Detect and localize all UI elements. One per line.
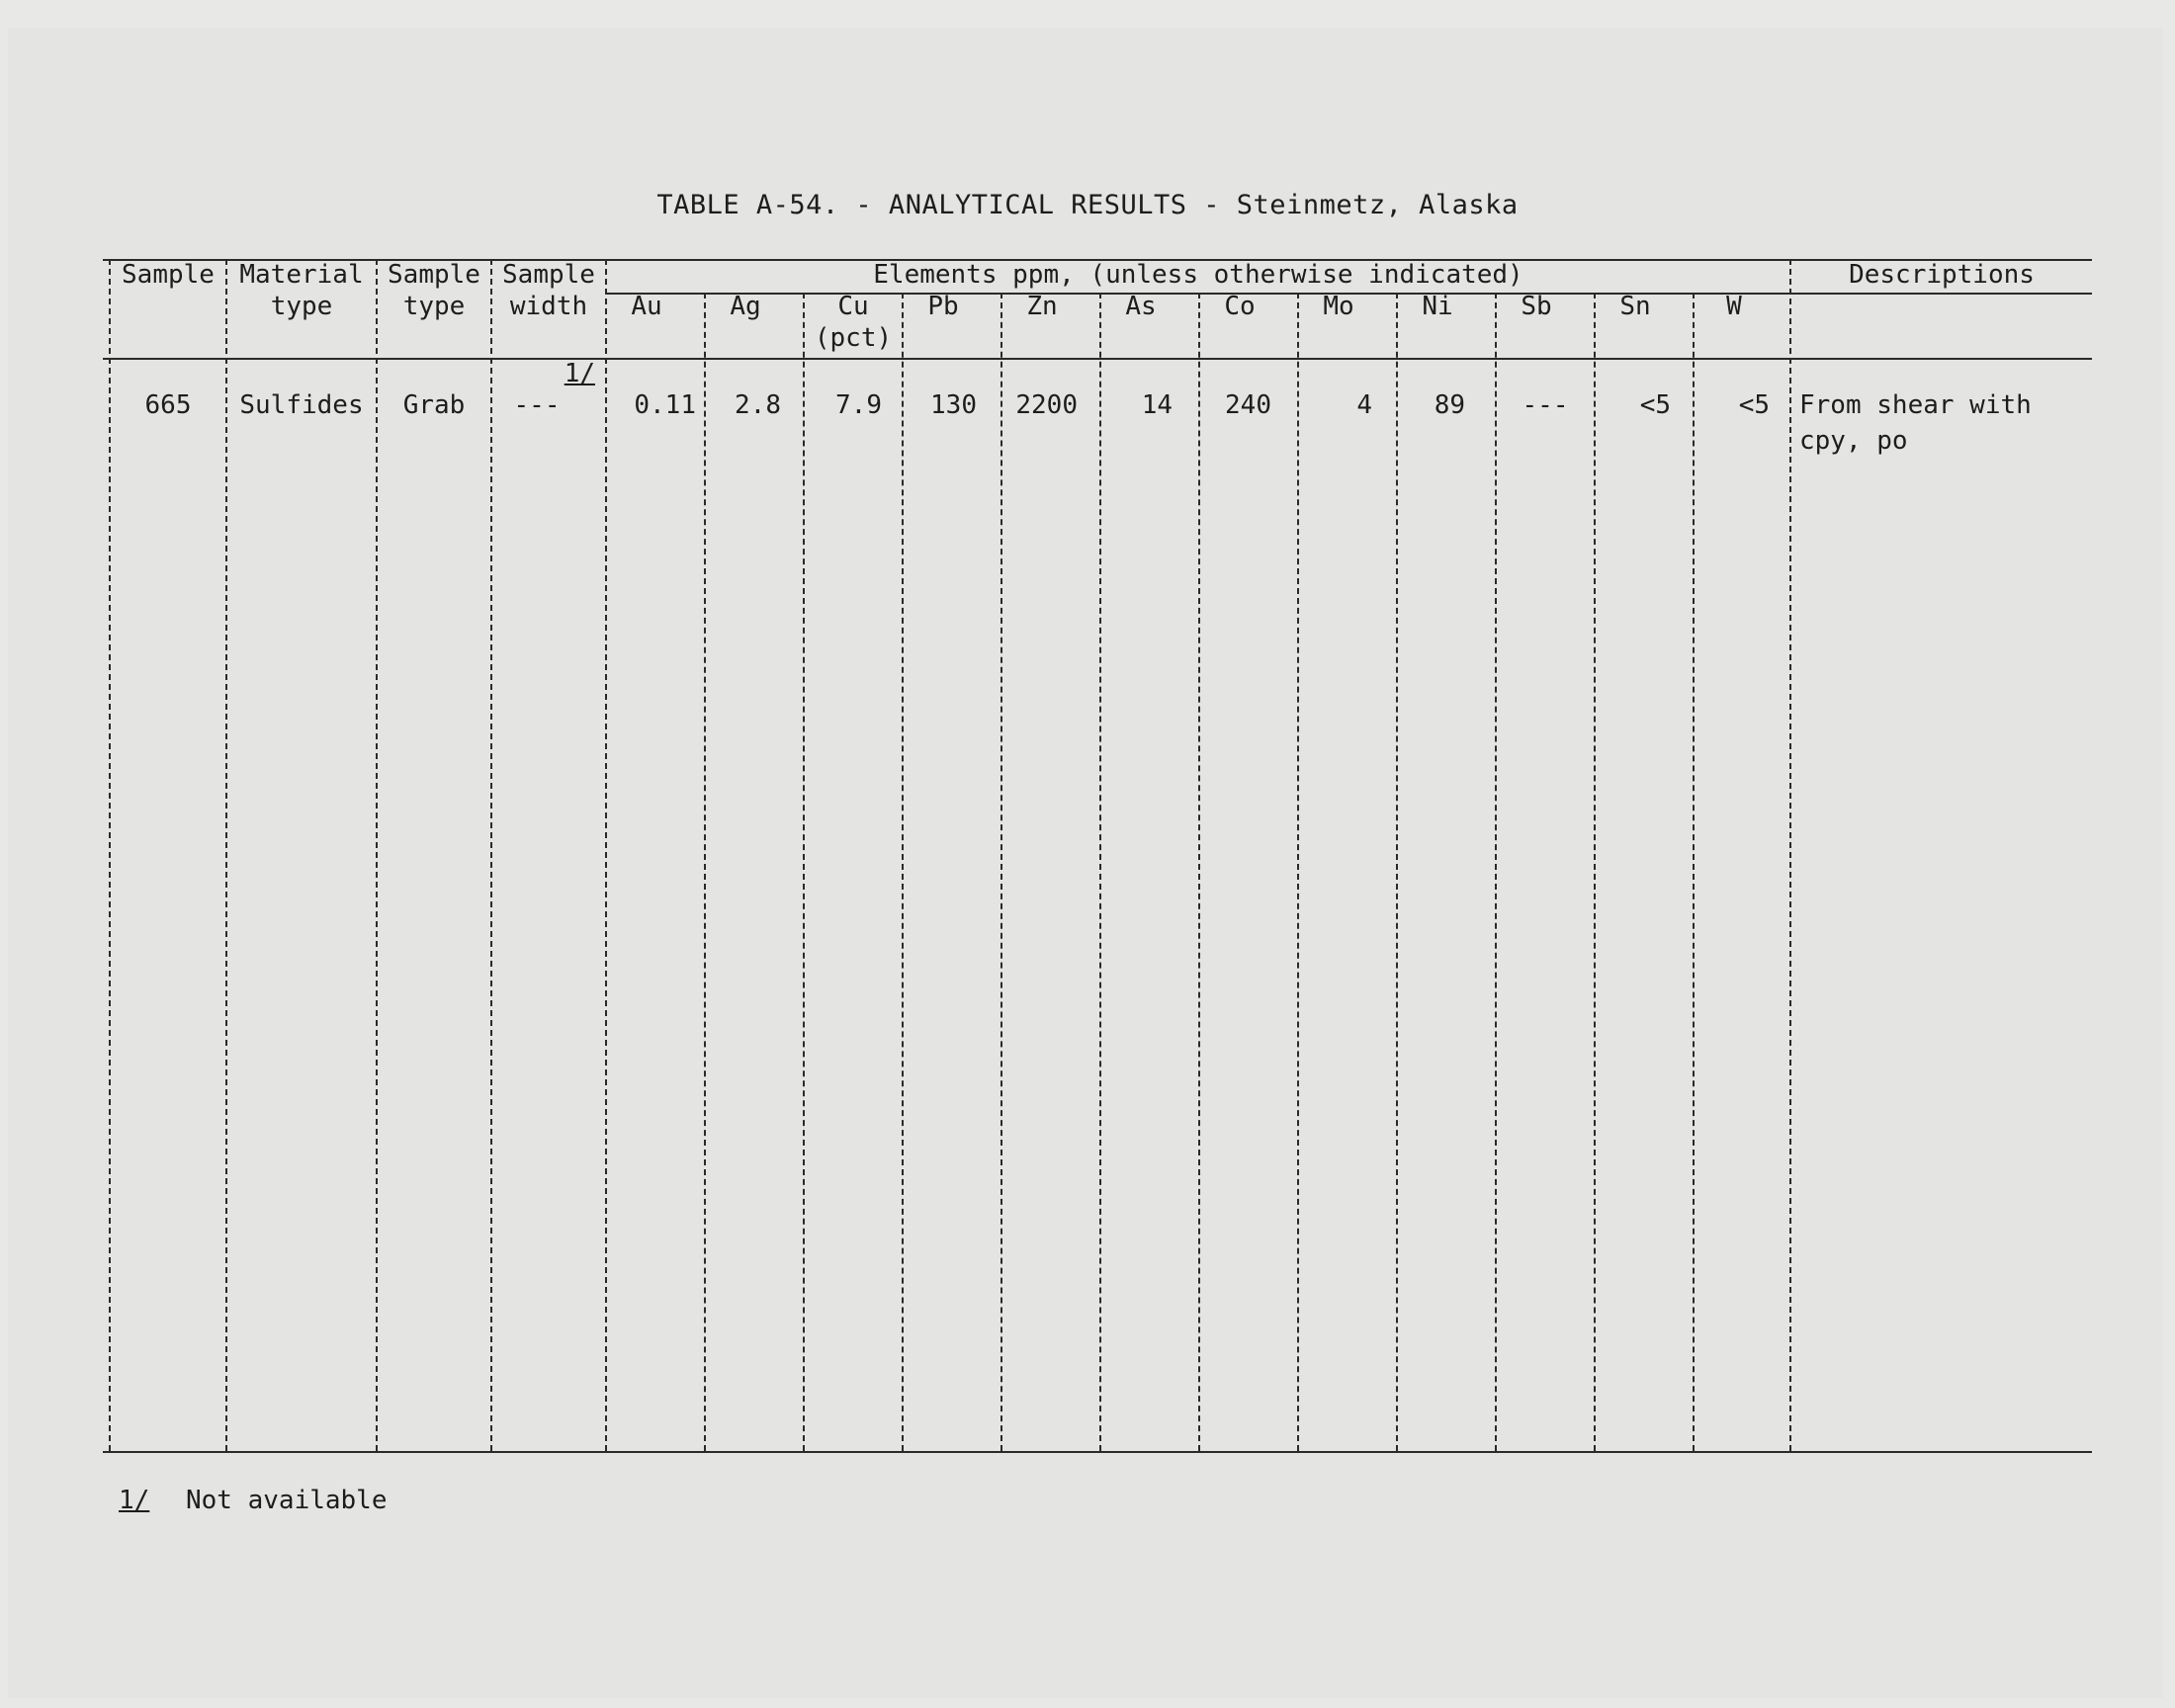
header-element-au: Au	[631, 292, 662, 321]
header-element-cu: Cu	[837, 292, 869, 321]
cell-sample-type: Grab	[402, 390, 466, 420]
column-divider	[1099, 293, 1101, 1451]
column-divider	[1000, 293, 1002, 1451]
column-divider	[803, 293, 805, 1451]
cell-co: 240	[1225, 390, 1271, 420]
header-elements-group: Elements ppm, (unless otherwise indicated)	[873, 260, 1523, 290]
column-divider	[605, 259, 607, 1451]
header-material-line2: type	[270, 292, 333, 321]
table-bottom-rule	[103, 1451, 2092, 1453]
table-title: TABLE A-54. - ANALYTICAL RESULTS - Steinmetz, Alaska	[656, 190, 1519, 220]
header-element-sn: Sn	[1619, 292, 1651, 321]
column-divider	[225, 259, 227, 1451]
column-divider	[1789, 259, 1791, 1451]
column-divider	[490, 259, 492, 1451]
column-divider	[1594, 293, 1596, 1451]
cell-zn: 2200	[1015, 390, 1078, 420]
column-divider	[1396, 293, 1398, 1451]
header-element-w: W	[1726, 292, 1742, 321]
cell-cu: 7.9	[835, 390, 882, 420]
column-divider	[109, 259, 111, 1451]
column-divider	[1495, 293, 1497, 1451]
footnote-text: Not available	[186, 1486, 388, 1515]
header-descriptions: Descriptions	[1849, 260, 2035, 290]
cell-ni: 89	[1434, 390, 1465, 420]
footnote-ref: 1/	[564, 359, 595, 388]
header-material-line1: Material	[239, 260, 364, 290]
header-cu-unit: (pct)	[814, 323, 893, 353]
cell-au: 0.11	[634, 390, 696, 420]
column-divider	[1693, 293, 1695, 1451]
header-element-sb: Sb	[1521, 292, 1552, 321]
cell-as: 14	[1141, 390, 1173, 420]
column-divider	[1297, 293, 1299, 1451]
header-element-co: Co	[1224, 292, 1256, 321]
cell-sb: ---	[1522, 390, 1569, 420]
header-sample-type-line1: Sample	[388, 260, 480, 290]
header-element-mo: Mo	[1323, 292, 1354, 321]
cell-sample: 665	[144, 390, 192, 420]
cell-w: <5	[1738, 390, 1770, 420]
cell-sample-width: ---	[513, 390, 561, 420]
column-divider	[1198, 293, 1200, 1451]
cell-material: Sulfides	[239, 390, 364, 420]
header-element-zn: Zn	[1026, 292, 1058, 321]
header-element-ni: Ni	[1422, 292, 1453, 321]
header-element-pb: Pb	[927, 292, 959, 321]
header-sample-width-line2: width	[509, 292, 588, 321]
header-element-as: As	[1125, 292, 1157, 321]
cell-pb: 130	[930, 390, 977, 420]
header-element-ag: Ag	[730, 292, 761, 321]
header-bottom-rule	[103, 358, 2092, 360]
column-divider	[376, 259, 378, 1451]
cell-sn: <5	[1639, 390, 1671, 420]
footnote-mark: 1/	[119, 1486, 150, 1515]
header-sample-type-line2: type	[402, 292, 466, 321]
header-sample-width-line1: Sample	[502, 260, 595, 290]
column-divider	[902, 293, 904, 1451]
column-divider	[704, 293, 706, 1451]
cell-description-line2: cpy, po	[1799, 426, 1908, 456]
cell-ag: 2.8	[735, 390, 781, 420]
cell-mo: 4	[1356, 390, 1372, 420]
header-sample: Sample	[122, 260, 215, 290]
cell-description-line1: From shear with	[1799, 390, 2032, 420]
